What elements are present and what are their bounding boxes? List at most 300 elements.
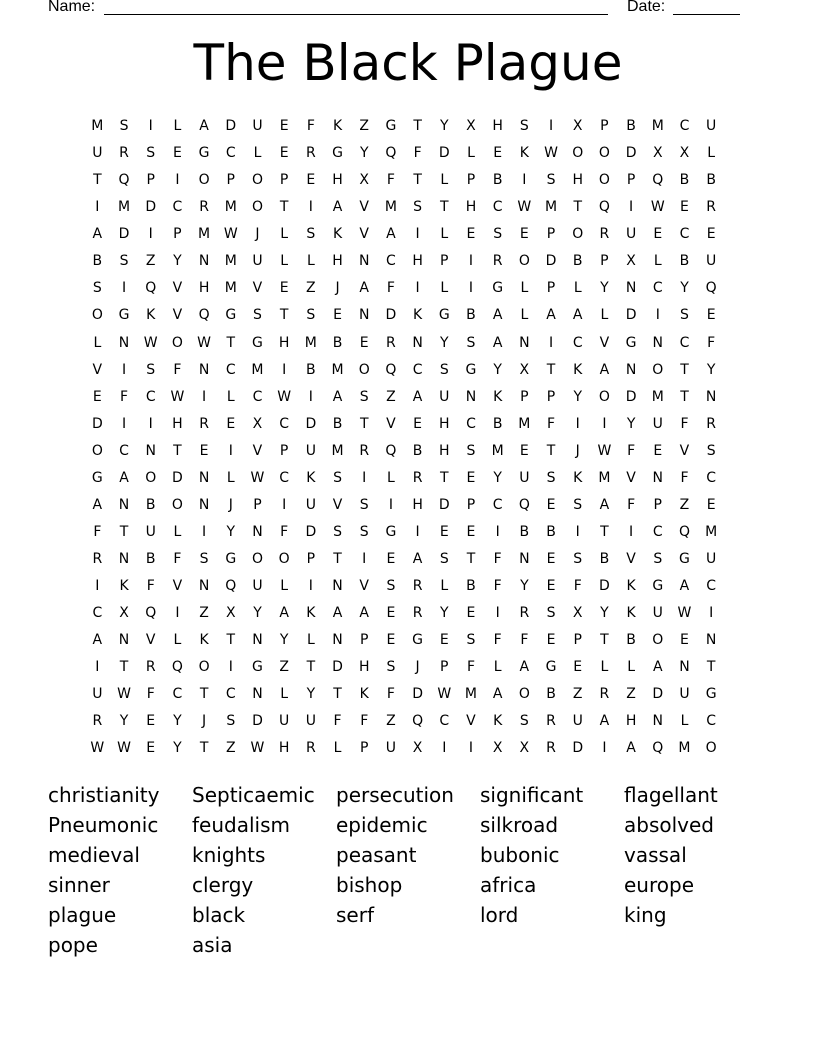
grid-letter[interactable]: W xyxy=(223,226,238,243)
grid-letter[interactable]: T xyxy=(680,388,689,405)
grid-letter[interactable]: G xyxy=(252,659,263,676)
grid-letter[interactable]: E xyxy=(680,199,689,216)
grid-letter[interactable]: F xyxy=(680,415,689,432)
grid-letter[interactable]: P xyxy=(466,172,476,189)
grid-letter[interactable]: A xyxy=(359,605,369,622)
grid-letter[interactable]: E xyxy=(333,307,342,324)
grid-letter[interactable]: N xyxy=(465,388,477,405)
grid-letter[interactable]: Y xyxy=(573,388,582,405)
grid-letter[interactable]: U xyxy=(252,253,263,270)
grid-letter[interactable]: Q xyxy=(652,740,664,757)
grid-letter[interactable]: S xyxy=(653,551,663,567)
grid-letter[interactable]: E xyxy=(680,632,689,649)
grid-letter[interactable]: K xyxy=(573,361,583,378)
grid-letter[interactable]: Y xyxy=(600,280,609,297)
grid-letter[interactable]: C xyxy=(92,605,103,622)
grid-letter[interactable]: V xyxy=(172,280,183,297)
grid-letter[interactable]: K xyxy=(146,307,156,324)
grid-letter[interactable]: S xyxy=(546,172,556,189)
grid-letter[interactable]: C xyxy=(466,415,476,432)
grid-letter[interactable]: E xyxy=(706,307,716,324)
grid-letter[interactable]: O xyxy=(198,172,210,189)
grid-letter[interactable]: L xyxy=(306,632,315,649)
grid-letter[interactable]: R xyxy=(305,145,316,162)
grid-letter[interactable]: B xyxy=(519,523,530,540)
grid-letter[interactable]: T xyxy=(306,659,316,676)
grid-letter[interactable]: B xyxy=(332,334,343,351)
grid-letter[interactable]: L xyxy=(280,686,289,703)
grid-letter[interactable]: X xyxy=(119,605,129,622)
grid-letter[interactable]: A xyxy=(492,334,503,351)
grid-letter[interactable]: B xyxy=(706,172,716,189)
grid-letter[interactable]: E xyxy=(439,632,449,649)
grid-letter[interactable]: S xyxy=(466,334,476,351)
grid-letter[interactable]: C xyxy=(679,226,690,243)
grid-letter[interactable]: D xyxy=(438,496,450,513)
grid-letter[interactable]: Q xyxy=(705,280,717,297)
grid-letter[interactable]: A xyxy=(279,605,289,622)
grid-letter[interactable]: C xyxy=(225,145,236,162)
grid-letter[interactable]: V xyxy=(172,578,183,595)
grid-letter[interactable]: T xyxy=(119,659,129,676)
grid-letter[interactable]: F xyxy=(627,496,636,513)
grid-letter[interactable]: E xyxy=(706,496,716,513)
grid-letter[interactable]: L xyxy=(173,118,182,134)
grid-letter[interactable]: A xyxy=(332,388,343,405)
grid-letter[interactable]: Z xyxy=(359,118,370,134)
grid-letter[interactable]: R xyxy=(386,334,396,351)
grid-letter[interactable]: N xyxy=(252,686,263,703)
grid-letter[interactable]: O xyxy=(198,659,210,676)
grid-letter[interactable]: S xyxy=(466,442,476,459)
grid-letter[interactable]: V xyxy=(386,415,396,432)
grid-letter[interactable]: M xyxy=(224,253,237,270)
grid-letter[interactable]: B xyxy=(412,442,423,459)
grid-letter[interactable]: M xyxy=(117,199,131,216)
grid-letter[interactable]: V xyxy=(172,307,183,324)
grid-letter[interactable]: I xyxy=(655,307,660,324)
grid-letter[interactable]: G xyxy=(492,280,504,297)
grid-letter[interactable]: F xyxy=(93,523,102,540)
grid-letter[interactable]: I xyxy=(175,605,180,622)
grid-letter[interactable]: Y xyxy=(493,469,502,486)
grid-letter[interactable]: I xyxy=(308,388,313,405)
grid-letter[interactable]: M xyxy=(384,199,397,216)
grid-letter[interactable]: Y xyxy=(279,632,289,649)
grid-letter[interactable]: T xyxy=(333,686,342,703)
grid-letter[interactable]: L xyxy=(280,226,289,243)
grid-letter[interactable]: B xyxy=(492,172,503,189)
grid-letter[interactable]: A xyxy=(679,578,690,595)
grid-letter[interactable]: E xyxy=(146,713,156,730)
grid-letter[interactable]: H xyxy=(625,713,637,730)
grid-letter[interactable]: Q xyxy=(385,442,397,459)
grid-letter[interactable]: Y xyxy=(706,361,716,378)
grid-letter[interactable]: A xyxy=(652,659,663,676)
grid-letter[interactable]: T xyxy=(333,551,342,567)
grid-letter[interactable]: V xyxy=(626,469,636,486)
grid-letter[interactable]: H xyxy=(465,199,477,216)
grid-letter[interactable]: N xyxy=(198,253,210,270)
grid-letter[interactable]: B xyxy=(332,415,343,432)
grid-letter[interactable]: O xyxy=(358,361,370,378)
grid-letter[interactable]: N xyxy=(118,632,130,649)
grid-letter[interactable]: B xyxy=(466,578,476,595)
grid-letter[interactable]: M xyxy=(518,415,531,432)
grid-letter[interactable]: S xyxy=(333,523,342,540)
grid-letter[interactable]: U xyxy=(145,523,156,540)
grid-letter[interactable]: K xyxy=(413,307,423,324)
grid-letter[interactable]: U xyxy=(679,686,690,703)
grid-letter[interactable]: A xyxy=(92,632,103,649)
grid-letter[interactable]: U xyxy=(572,713,583,730)
grid-letter[interactable]: B xyxy=(679,253,690,270)
grid-letter[interactable]: T xyxy=(600,523,609,540)
grid-letter[interactable]: N xyxy=(198,496,210,513)
grid-letter[interactable]: I xyxy=(415,226,420,243)
grid-letter[interactable]: S xyxy=(92,280,102,297)
grid-letter[interactable]: J xyxy=(202,713,207,730)
grid-letter[interactable]: E xyxy=(546,551,556,567)
grid-letter[interactable]: I xyxy=(308,199,313,216)
grid-letter[interactable]: T xyxy=(199,686,209,703)
grid-letter[interactable]: U xyxy=(92,145,103,162)
grid-letter[interactable]: A xyxy=(492,307,503,324)
grid-letter[interactable]: Y xyxy=(600,605,609,622)
grid-letter[interactable]: F xyxy=(360,713,369,730)
grid-letter[interactable]: I xyxy=(202,388,207,405)
grid-letter[interactable]: X xyxy=(492,740,503,757)
grid-letter[interactable]: D xyxy=(652,686,664,703)
grid-letter[interactable]: K xyxy=(626,578,636,595)
grid-letter[interactable]: R xyxy=(199,199,209,216)
grid-letter[interactable]: F xyxy=(547,415,556,432)
grid-letter[interactable]: D xyxy=(385,307,397,324)
grid-letter[interactable]: N xyxy=(625,280,637,297)
grid-letter[interactable]: A xyxy=(519,659,530,676)
grid-letter[interactable]: I xyxy=(202,523,207,540)
grid-letter[interactable]: Q xyxy=(678,523,690,540)
grid-letter[interactable]: I xyxy=(121,415,127,432)
grid-letter[interactable]: B xyxy=(145,496,156,513)
grid-letter[interactable]: L xyxy=(467,145,475,162)
grid-letter[interactable]: D xyxy=(172,469,183,486)
grid-letter[interactable]: M xyxy=(544,199,558,216)
grid-letter[interactable]: F xyxy=(493,632,502,649)
grid-letter[interactable]: L xyxy=(173,523,182,540)
grid-letter[interactable]: Z xyxy=(386,388,396,405)
grid-letter[interactable]: H xyxy=(198,280,210,297)
grid-letter[interactable]: M xyxy=(331,361,344,378)
grid-letter[interactable]: L xyxy=(520,280,529,297)
grid-letter[interactable]: L xyxy=(573,280,582,297)
grid-letter[interactable]: R xyxy=(519,605,530,622)
grid-letter[interactable]: X xyxy=(466,118,476,134)
grid-letter[interactable]: G xyxy=(385,118,397,134)
grid-letter[interactable]: P xyxy=(359,740,369,757)
grid-letter[interactable]: H xyxy=(278,334,290,351)
grid-letter[interactable]: G xyxy=(225,551,237,567)
grid-letter[interactable]: Q xyxy=(171,659,183,676)
grid-letter[interactable]: N xyxy=(679,659,690,676)
grid-letter[interactable]: C xyxy=(572,334,583,351)
grid-letter[interactable]: O xyxy=(171,496,183,513)
grid-letter[interactable]: G xyxy=(332,145,343,162)
grid-letter[interactable]: S xyxy=(546,605,556,622)
grid-letter[interactable]: O xyxy=(145,469,157,486)
grid-letter[interactable]: I xyxy=(415,523,420,540)
grid-letter[interactable]: E xyxy=(466,226,476,243)
grid-letter[interactable]: O xyxy=(572,226,584,243)
grid-letter[interactable]: G xyxy=(705,686,717,703)
grid-letter[interactable]: R xyxy=(92,551,103,567)
grid-letter[interactable]: Y xyxy=(440,118,449,134)
grid-letter[interactable]: V xyxy=(332,496,343,513)
grid-letter[interactable]: T xyxy=(413,172,422,189)
grid-letter[interactable]: I xyxy=(362,551,367,567)
grid-letter[interactable]: I xyxy=(121,361,127,378)
grid-letter[interactable]: D xyxy=(438,145,450,162)
grid-letter[interactable]: F xyxy=(386,686,395,703)
grid-letter[interactable]: I xyxy=(121,280,127,297)
grid-letter[interactable]: H xyxy=(492,118,503,134)
grid-letter[interactable]: W xyxy=(117,686,131,703)
grid-letter[interactable]: W xyxy=(250,469,265,486)
grid-letter[interactable]: C xyxy=(145,388,156,405)
grid-letter[interactable]: S xyxy=(359,523,369,540)
grid-letter[interactable]: X xyxy=(572,605,583,622)
grid-letter[interactable]: I xyxy=(148,118,153,134)
grid-letter[interactable]: E xyxy=(386,632,396,649)
grid-letter[interactable]: B xyxy=(145,551,156,567)
grid-letter[interactable]: Q xyxy=(518,496,530,513)
grid-letter[interactable]: P xyxy=(573,632,582,649)
grid-letter[interactable]: I xyxy=(362,469,367,486)
grid-letter[interactable]: E xyxy=(172,145,182,162)
grid-letter[interactable]: V xyxy=(599,334,610,351)
grid-letter[interactable]: F xyxy=(173,361,182,378)
grid-letter[interactable]: N xyxy=(358,307,370,324)
grid-letter[interactable]: U xyxy=(92,686,103,703)
grid-letter[interactable]: R xyxy=(305,740,316,757)
grid-letter[interactable]: F xyxy=(333,713,342,730)
grid-letter[interactable]: E xyxy=(92,388,102,405)
grid-letter[interactable]: S xyxy=(226,713,236,730)
grid-letter[interactable]: P xyxy=(359,632,369,649)
grid-letter[interactable]: U xyxy=(706,253,717,270)
grid-letter[interactable]: N xyxy=(118,551,130,567)
grid-letter[interactable]: E xyxy=(519,226,529,243)
grid-letter[interactable]: N xyxy=(652,469,664,486)
grid-letter[interactable]: W xyxy=(197,334,212,351)
grid-letter[interactable]: T xyxy=(440,469,449,486)
grid-letter[interactable]: N xyxy=(705,632,717,649)
grid-letter[interactable]: R xyxy=(706,415,717,432)
grid-letter[interactable]: E xyxy=(493,145,503,162)
grid-letter[interactable]: U xyxy=(706,118,717,134)
grid-letter[interactable]: B xyxy=(679,172,690,189)
grid-letter[interactable]: Q xyxy=(385,361,397,378)
grid-letter[interactable]: T xyxy=(466,551,476,567)
grid-letter[interactable]: O xyxy=(572,145,584,162)
grid-letter[interactable]: I xyxy=(148,415,153,432)
grid-letter[interactable]: L xyxy=(440,172,449,189)
grid-letter[interactable]: X xyxy=(359,172,370,189)
grid-letter[interactable]: X xyxy=(626,253,636,270)
grid-letter[interactable]: B xyxy=(546,523,556,540)
grid-letter[interactable]: V xyxy=(92,361,103,378)
grid-letter[interactable]: N xyxy=(198,469,210,486)
grid-letter[interactable]: B xyxy=(92,253,103,270)
grid-letter[interactable]: X xyxy=(572,118,583,134)
grid-letter[interactable]: M xyxy=(91,118,104,134)
grid-letter[interactable]: W xyxy=(277,388,292,405)
grid-letter[interactable]: P xyxy=(279,172,289,189)
grid-letter[interactable]: G xyxy=(412,632,424,649)
grid-letter[interactable]: E xyxy=(706,226,716,243)
grid-letter[interactable]: X xyxy=(412,740,423,757)
grid-letter[interactable]: L xyxy=(600,307,609,324)
grid-letter[interactable]: L xyxy=(493,659,502,676)
grid-letter[interactable]: C xyxy=(386,253,396,270)
grid-letter[interactable]: C xyxy=(706,469,717,486)
grid-letter[interactable]: F xyxy=(680,469,689,486)
grid-letter[interactable]: E xyxy=(386,605,396,622)
grid-letter[interactable]: A xyxy=(546,307,556,324)
grid-letter[interactable]: C xyxy=(439,713,450,730)
grid-letter[interactable]: P xyxy=(173,226,182,243)
grid-letter[interactable]: O xyxy=(598,145,610,162)
grid-letter[interactable]: H xyxy=(278,740,290,757)
grid-letter[interactable]: V xyxy=(679,442,690,459)
grid-letter[interactable]: E xyxy=(413,415,423,432)
grid-letter[interactable]: G xyxy=(625,334,637,351)
grid-letter[interactable]: Z xyxy=(145,253,156,270)
grid-letter[interactable]: A xyxy=(332,605,343,622)
grid-letter[interactable]: C xyxy=(652,523,663,540)
grid-letter[interactable]: L xyxy=(226,388,235,405)
grid-letter[interactable]: K xyxy=(306,469,316,486)
grid-letter[interactable]: P xyxy=(546,226,556,243)
grid-letter[interactable]: C xyxy=(279,415,290,432)
grid-letter[interactable]: O xyxy=(518,686,530,703)
grid-letter[interactable]: N xyxy=(198,578,210,595)
grid-letter[interactable]: I xyxy=(602,415,607,432)
grid-letter[interactable]: Z xyxy=(199,605,209,622)
grid-letter[interactable]: W xyxy=(544,145,558,162)
grid-letter[interactable]: F xyxy=(707,334,716,351)
grid-letter[interactable]: D xyxy=(572,740,584,757)
grid-letter[interactable]: K xyxy=(199,632,209,649)
grid-letter[interactable]: S xyxy=(413,199,423,216)
grid-letter[interactable]: K xyxy=(119,578,129,595)
grid-letter[interactable]: V xyxy=(359,578,369,595)
grid-letter[interactable]: I xyxy=(95,199,100,216)
grid-letter[interactable]: B xyxy=(306,361,316,378)
grid-letter[interactable]: D xyxy=(91,415,103,432)
grid-letter[interactable]: C xyxy=(706,713,717,730)
grid-letter[interactable]: Z xyxy=(279,659,289,676)
grid-letter[interactable]: W xyxy=(90,740,105,757)
grid-letter[interactable]: C xyxy=(492,496,503,513)
grid-letter[interactable]: Y xyxy=(173,740,182,757)
grid-letter[interactable]: L xyxy=(226,469,235,486)
grid-letter[interactable]: W xyxy=(597,442,612,459)
grid-letter[interactable]: D xyxy=(225,118,237,134)
grid-letter[interactable]: H xyxy=(332,253,343,270)
grid-letter[interactable]: S xyxy=(306,226,316,243)
grid-letter[interactable]: V xyxy=(252,280,263,297)
grid-letter[interactable]: G xyxy=(465,361,477,378)
grid-letter[interactable]: A xyxy=(332,199,343,216)
grid-letter[interactable]: I xyxy=(95,578,100,595)
grid-letter[interactable]: S xyxy=(439,361,449,378)
grid-letter[interactable]: T xyxy=(279,307,289,324)
grid-letter[interactable]: M xyxy=(198,226,211,243)
grid-letter[interactable]: F xyxy=(520,632,529,649)
grid-letter[interactable]: E xyxy=(546,632,556,649)
grid-letter[interactable]: O xyxy=(91,442,103,459)
grid-letter[interactable]: F xyxy=(173,551,182,567)
grid-letter[interactable]: E xyxy=(466,469,476,486)
grid-letter[interactable]: D xyxy=(545,253,557,270)
grid-letter[interactable]: S xyxy=(706,442,716,459)
grid-letter[interactable]: E xyxy=(466,605,476,622)
grid-letter[interactable]: P xyxy=(520,388,529,405)
grid-letter[interactable]: I xyxy=(602,740,607,757)
grid-letter[interactable]: K xyxy=(493,713,503,730)
grid-letter[interactable]: U xyxy=(252,118,263,134)
grid-letter[interactable]: X xyxy=(225,605,236,622)
grid-letter[interactable]: W xyxy=(143,334,158,351)
grid-letter[interactable]: F xyxy=(386,172,395,189)
grid-letter[interactable]: Z xyxy=(626,686,636,703)
grid-letter[interactable]: I xyxy=(442,740,447,757)
grid-letter[interactable]: S xyxy=(333,469,342,486)
grid-letter[interactable]: E xyxy=(653,442,663,459)
grid-letter[interactable]: V xyxy=(359,199,369,216)
grid-letter[interactable]: O xyxy=(251,551,263,567)
grid-letter[interactable]: X xyxy=(252,415,263,432)
grid-letter[interactable]: Y xyxy=(359,145,369,162)
grid-letter[interactable]: O xyxy=(91,307,103,324)
grid-letter[interactable]: P xyxy=(466,496,476,513)
grid-letter[interactable]: I xyxy=(495,523,500,540)
grid-letter[interactable]: T xyxy=(706,659,716,676)
grid-letter[interactable]: H xyxy=(172,415,183,432)
grid-letter[interactable]: T xyxy=(173,442,182,459)
grid-letter[interactable]: H xyxy=(439,442,450,459)
grid-letter[interactable]: D xyxy=(305,415,317,432)
grid-letter[interactable]: O xyxy=(705,740,717,757)
grid-letter[interactable]: Q xyxy=(145,280,157,297)
grid-letter[interactable]: R xyxy=(145,659,156,676)
grid-letter[interactable]: F xyxy=(306,118,315,134)
grid-letter[interactable]: C xyxy=(679,334,690,351)
grid-letter[interactable]: S xyxy=(386,659,396,676)
grid-letter[interactable]: S xyxy=(306,307,316,324)
grid-letter[interactable]: M xyxy=(331,442,344,459)
grid-letter[interactable]: M xyxy=(651,388,664,405)
grid-letter[interactable]: S xyxy=(573,496,583,513)
grid-letter[interactable]: Y xyxy=(173,713,182,730)
grid-letter[interactable]: I xyxy=(388,496,393,513)
grid-letter[interactable]: I xyxy=(629,523,634,540)
grid-letter[interactable]: N xyxy=(118,334,130,351)
grid-letter[interactable]: I xyxy=(575,415,580,432)
grid-letter[interactable]: F xyxy=(573,578,582,595)
grid-letter[interactable]: F xyxy=(493,551,502,567)
